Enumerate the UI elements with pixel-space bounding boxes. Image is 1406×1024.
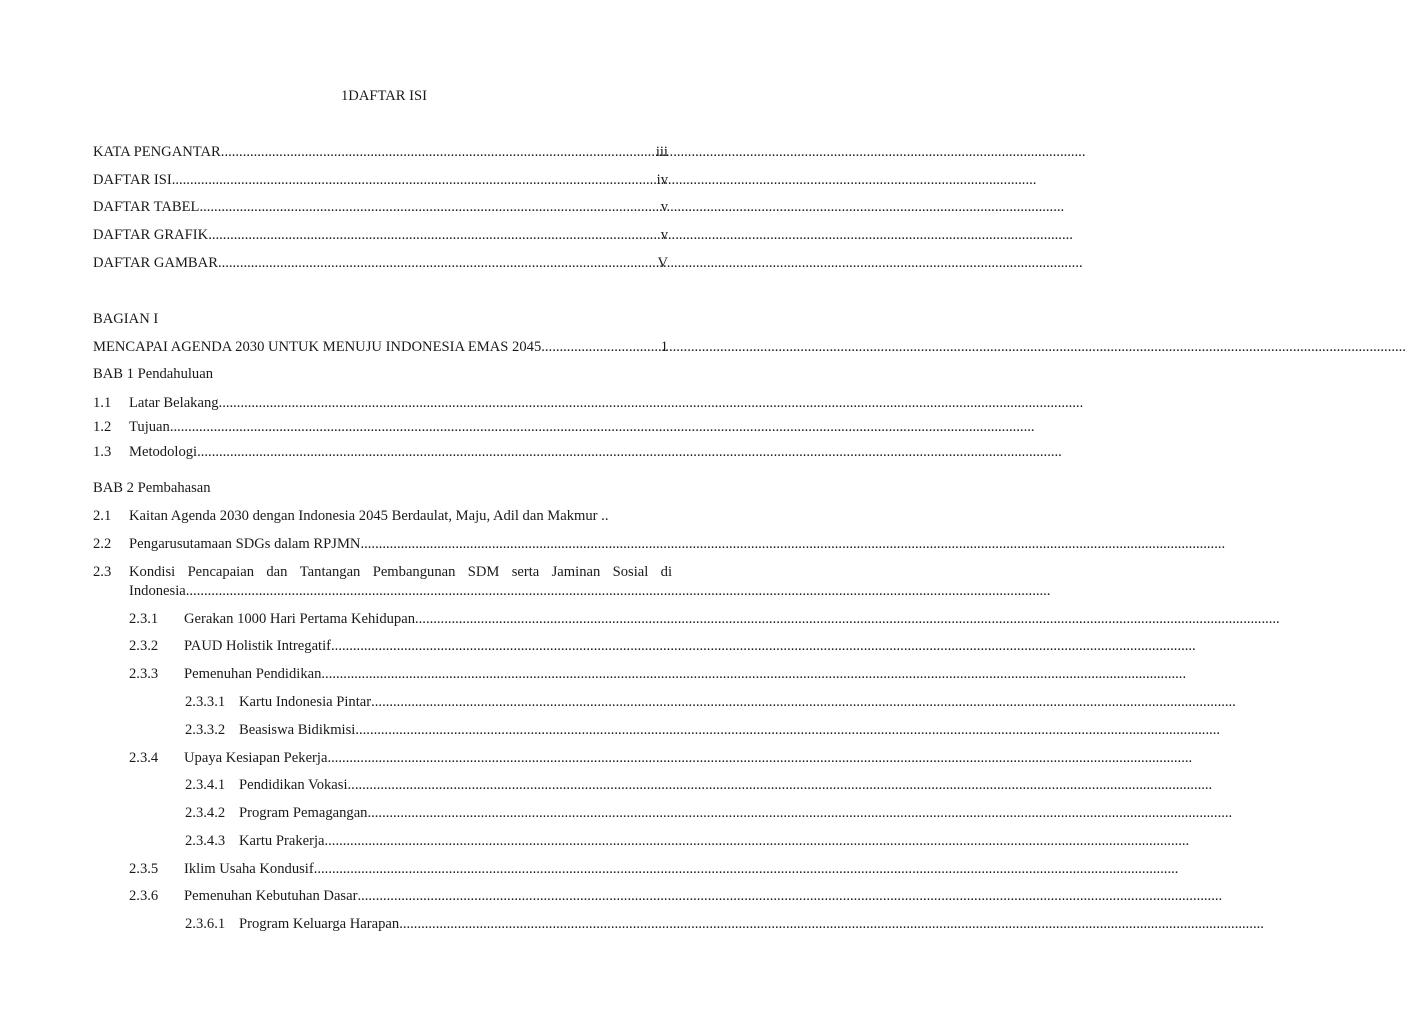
toc-entry-2-3-3-1: [185, 692, 639, 712]
toc-page-number: v: [660, 199, 668, 215]
toc-entry-daftar-isi: [93, 170, 639, 190]
toc-entry-2-3-1: [129, 609, 639, 629]
toc-entry-text: Indonesia: [129, 583, 186, 599]
dot-leader: [325, 831, 640, 851]
dot-leader: [357, 886, 639, 906]
toc-entry-text: Program Pemagangan: [239, 805, 368, 821]
dot-leader: [199, 197, 639, 217]
toc-entry-number: 2.3.3.2: [185, 722, 226, 738]
toc-entry-text: Gerakan 1000 Hari Pertama Kehidupan: [184, 611, 415, 627]
toc-entry-text: Upaya Kesiapan Pekerja: [184, 750, 328, 766]
toc-entry-number: 2.3.5: [129, 861, 159, 877]
toc-entry-number: 2.3.4: [129, 750, 159, 766]
toc-entry-agenda: [93, 337, 639, 357]
dot-leader: [331, 636, 639, 656]
toc-entry-number: 2.3: [93, 564, 112, 580]
toc-entry-daftar-tabel: [93, 197, 639, 217]
toc-page-number: iv: [656, 172, 668, 188]
dot-leader: [186, 581, 639, 601]
toc-entry-1-2: [93, 417, 639, 437]
toc-entry-text: Pemenuhan Kebutuhan Dasar: [184, 888, 358, 904]
toc-entry-2-3-3-2: [185, 720, 639, 740]
toc-entry-daftar-grafik: [93, 225, 639, 245]
toc-entry-2-3-6: [129, 886, 639, 906]
dot-leader: [367, 803, 639, 823]
toc-entry-1-3: [93, 442, 639, 462]
toc-entry-2-3-3: [129, 664, 639, 684]
toc-entry-2-3-4-3: [185, 831, 639, 851]
word: Sosial: [612, 564, 649, 580]
page-title: 1DAFTAR ISI: [341, 88, 427, 104]
dot-leader: [321, 664, 639, 684]
toc-entry-number: 2.3.3: [129, 666, 159, 682]
dot-leader: [541, 337, 639, 357]
toc-page-number: v: [660, 227, 668, 243]
toc-entry-daftar-gambar: [93, 253, 639, 273]
section-heading-bagian: BAGIAN I: [93, 311, 159, 327]
toc-entry-2-3-2: [129, 636, 639, 656]
dot-leader: [415, 609, 639, 629]
toc-entry-text: DAFTAR ISI: [93, 172, 172, 188]
toc-entry-text: DAFTAR GRAFIK: [93, 227, 209, 243]
chapter-heading-bab2: BAB 2 Pembahasan: [93, 480, 211, 496]
toc-entry-text: MENCAPAI AGENDA 2030 UNTUK MENUJU INDONESIA EMAS 2045: [93, 339, 542, 355]
toc-entry-2-2: [93, 534, 639, 554]
word: Kondisi: [129, 564, 176, 580]
toc-entry-2-1: [93, 506, 653, 526]
word: Jaminan: [551, 564, 601, 580]
word: dan: [266, 564, 288, 580]
dot-leader: [327, 748, 639, 768]
toc-entry-2-3-6-1: [185, 914, 639, 934]
toc-entry-2-3-5: [129, 859, 639, 879]
toc-entry-number: 2.1: [93, 508, 112, 524]
toc-page-number: iii: [655, 144, 668, 160]
toc-entry-2-3-line2: [129, 581, 639, 601]
toc-entry-number: 2.3.2: [129, 638, 159, 654]
dot-leader: [170, 417, 639, 437]
toc-entry-text: Kartu Prakerja: [239, 833, 325, 849]
toc-entry-2-3-4-1: [185, 775, 639, 795]
toc-entry-number: 2.3.6.1: [185, 916, 226, 932]
toc-entry-1-1: [93, 393, 639, 413]
dot-leader: [197, 442, 639, 462]
dot-leader: [219, 393, 639, 413]
word: serta: [511, 564, 540, 580]
toc-entry-text: Kartu Indonesia Pintar: [239, 694, 372, 710]
toc-entry-number: 1.1: [93, 395, 112, 411]
toc-entry-text: Latar Belakang: [129, 395, 219, 411]
toc-page-number: 1: [660, 339, 668, 355]
toc-entry-text: Metodologi: [129, 444, 198, 460]
word: SDM: [467, 564, 500, 580]
toc-entry-text: Program Keluarga Harapan: [239, 916, 400, 932]
toc-entry-number: 2.3.1: [129, 611, 159, 627]
toc-page-number: V: [657, 255, 668, 271]
toc-entry-text: Kaitan Agenda 2030 dengan Indonesia 2045 Berdaulat, Maju, Adil dan Makmur ..: [129, 508, 609, 524]
toc-entry-2-3-4-2: [185, 803, 639, 823]
dot-leader: [208, 225, 639, 245]
toc-entry-number: 1.3: [93, 444, 112, 460]
toc-entry-text: Iklim Usaha Kondusif: [184, 861, 314, 877]
toc-entry-text: KATA PENGANTAR: [93, 144, 221, 160]
dot-leader: [218, 253, 639, 273]
dot-leader: [221, 142, 639, 162]
dot-leader: [399, 914, 639, 934]
word: di: [660, 564, 672, 580]
toc-entry-number: 1.2: [93, 419, 112, 435]
toc-entry-number: 2.3.4.1: [185, 777, 226, 793]
toc-entry-text: Pemenuhan Pendidikan: [184, 666, 322, 682]
toc-entry-text: Tujuan: [129, 419, 170, 435]
toc-entry-2-3-line1: [129, 562, 672, 582]
dot-leader: [172, 170, 639, 190]
toc-entry-text: PAUD Holistik Intregatif: [184, 638, 332, 654]
toc-entry-number: 2.3.3.1: [185, 694, 226, 710]
toc-entry-number: 2.3.4.2: [185, 805, 226, 821]
word: Pembangunan: [372, 564, 456, 580]
chapter-heading-bab1: BAB 1 Pendahuluan: [93, 366, 213, 382]
toc-entry-text: Beasiswa Bidikmisi: [239, 722, 356, 738]
toc-entry-2-3-4: [129, 748, 639, 768]
toc-entry-number: 2.2: [93, 536, 112, 552]
dot-leader: [371, 692, 639, 712]
dot-leader: [360, 534, 639, 554]
toc-entry-text: Pengarusutamaan SDGs dalam RPJMN: [129, 536, 361, 552]
dot-leader: [348, 775, 639, 795]
dot-leader: [314, 859, 639, 879]
toc-entry-number: 2.3.4.3: [185, 833, 226, 849]
dot-leader: [355, 720, 639, 740]
toc-entry-number: 2.3.6: [129, 888, 159, 904]
toc-entry-text: DAFTAR TABEL: [93, 199, 200, 215]
toc-entry-kata-pengantar: [93, 142, 639, 162]
toc-entry-text: DAFTAR GAMBAR: [93, 255, 218, 271]
word: Tantangan: [299, 564, 361, 580]
toc-entry-text: Pendidikan Vokasi: [239, 777, 348, 793]
word: Pencapaian: [187, 564, 255, 580]
